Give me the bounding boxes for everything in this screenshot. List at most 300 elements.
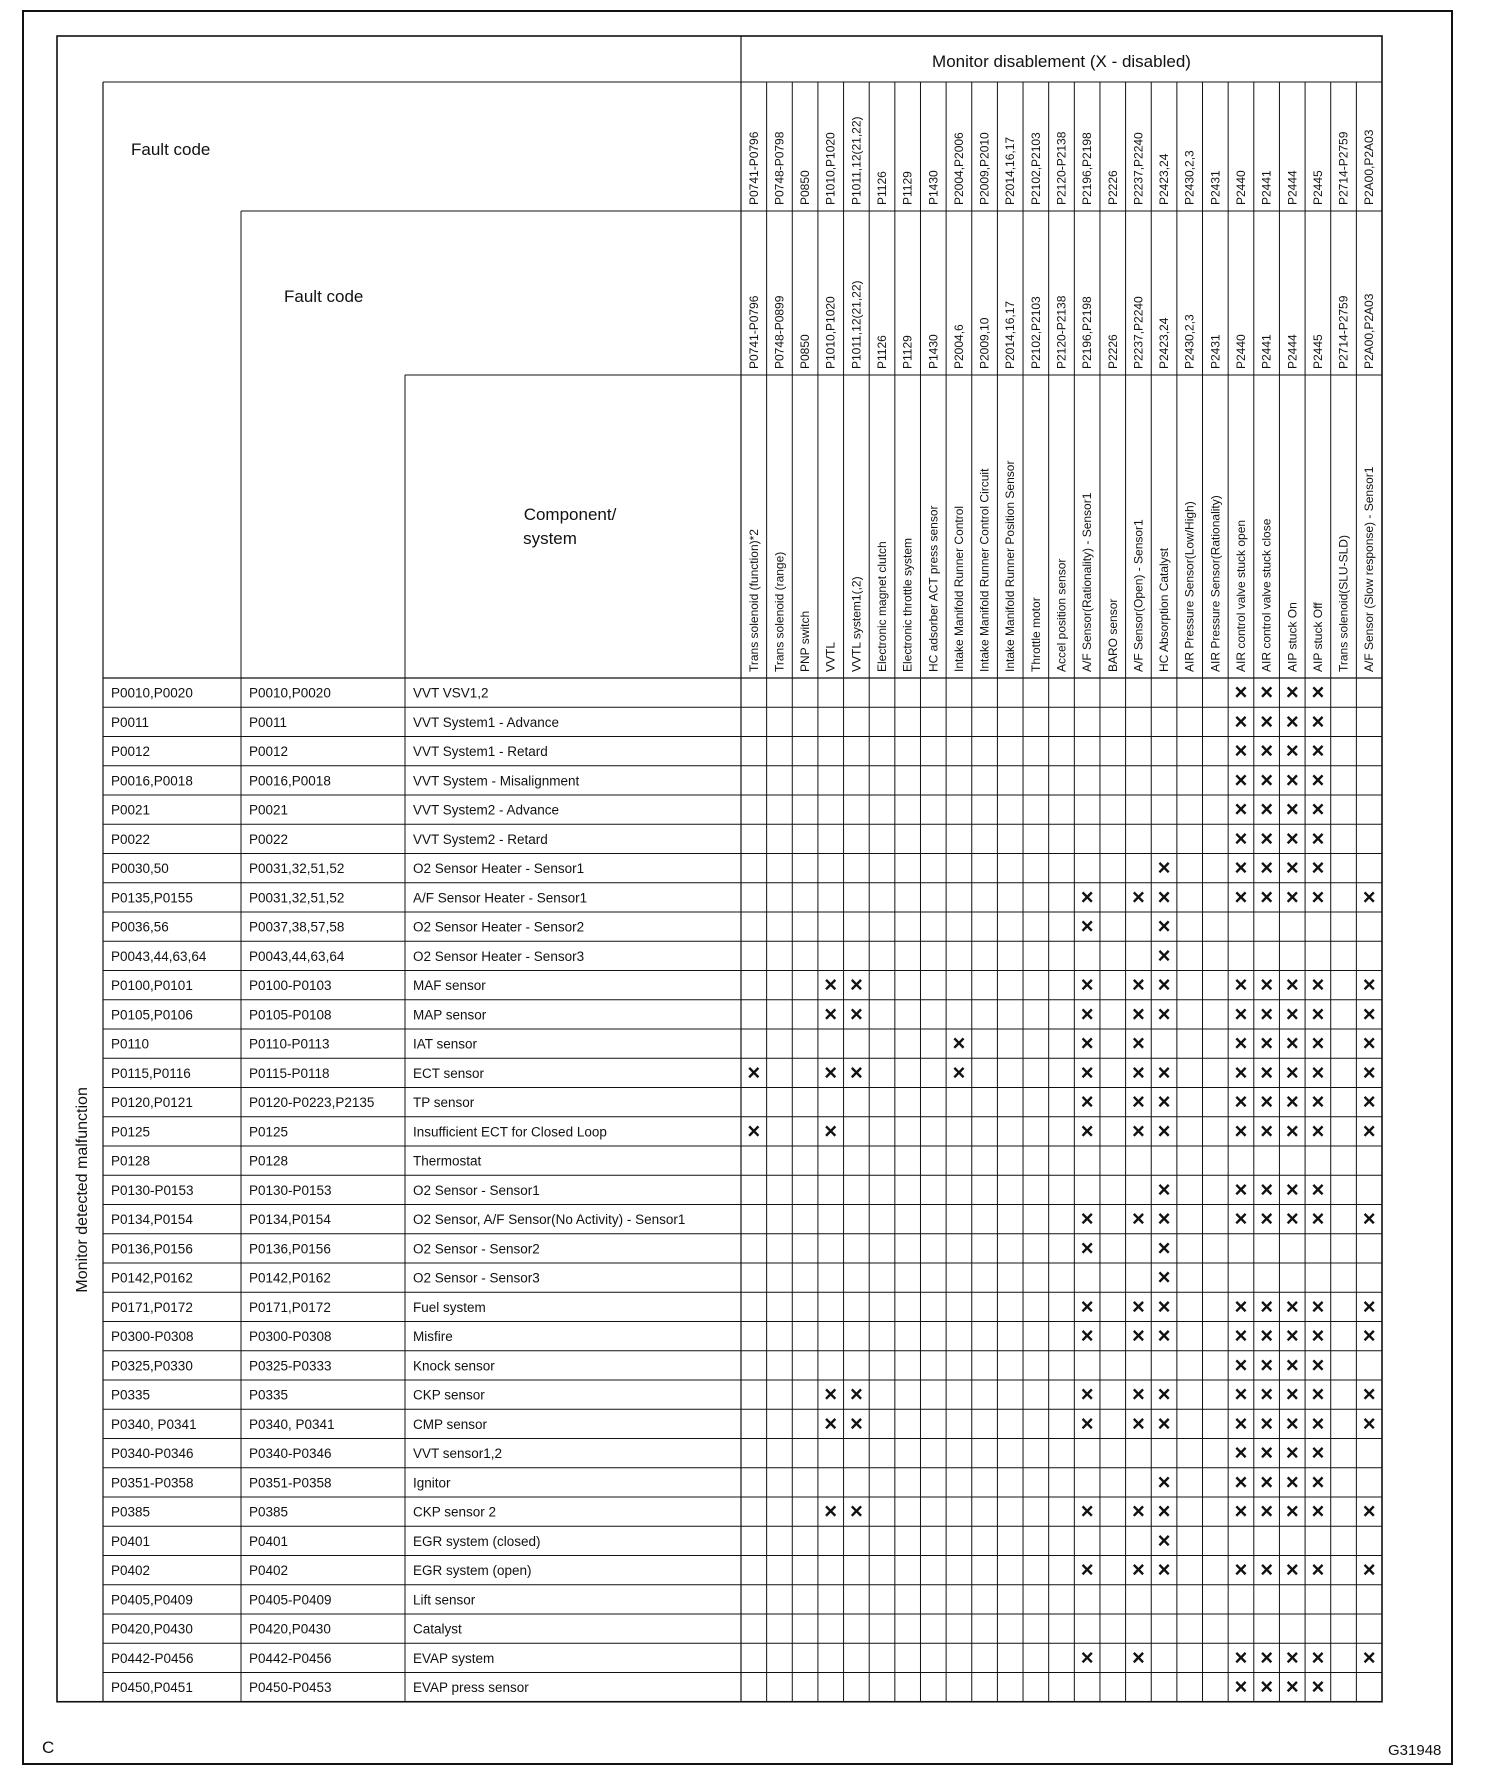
row-monitor-code: P0300-P0308 xyxy=(111,1329,194,1345)
column-component-desc: HC adsorber ACT press sensor xyxy=(926,505,941,672)
row-component: Knock sensor xyxy=(413,1358,495,1374)
disabled-mark: × xyxy=(1362,1323,1376,1349)
disabled-mark: × xyxy=(1080,1059,1094,1085)
disabled-mark: × xyxy=(1260,1381,1274,1407)
disabled-mark: × xyxy=(1157,884,1171,910)
column-code-secondary: P2120-P2138 xyxy=(1054,295,1069,369)
row-monitor-code: P0130-P0153 xyxy=(111,1182,194,1198)
disabled-mark: × xyxy=(1260,767,1274,793)
row-fault-code: P0335 xyxy=(249,1387,289,1403)
corner-letter: C xyxy=(42,1738,55,1757)
disabled-mark: × xyxy=(1234,1001,1248,1027)
disabled-mark: × xyxy=(1157,972,1171,998)
row-component: VVT System1 - Advance xyxy=(413,714,560,730)
disabled-mark: × xyxy=(1234,1352,1248,1378)
disabled-mark: × xyxy=(849,1001,863,1027)
disabled-mark: × xyxy=(1131,1293,1145,1319)
row-component: O2 Sensor Heater - Sensor3 xyxy=(413,948,585,964)
disabled-mark: × xyxy=(1362,1498,1376,1524)
disabled-mark: × xyxy=(1157,1059,1171,1085)
disabled-mark: × xyxy=(1311,1293,1325,1319)
disabled-mark: × xyxy=(747,1059,761,1085)
row-monitor-code: P0105,P0106 xyxy=(111,1007,193,1023)
column-component-desc: Throttle motor xyxy=(1028,597,1043,672)
disabled-mark: × xyxy=(1260,1206,1274,1232)
row-fault-code: P0171,P0172 xyxy=(249,1299,331,1315)
disabled-mark: × xyxy=(1362,1381,1376,1407)
column-component-desc: Intake Manifold Runner Control xyxy=(951,505,966,672)
row-fault-code: P0120-P0223,P2135 xyxy=(249,1095,375,1111)
disabled-mark: × xyxy=(1080,1410,1094,1436)
row-monitor-code: P0420,P0430 xyxy=(111,1621,193,1637)
column-code-primary: P2444 xyxy=(1285,170,1300,205)
row-fault-code: P0351-P0358 xyxy=(249,1475,332,1491)
row-component: O2 Sensor - Sensor2 xyxy=(413,1241,540,1257)
column-component-desc: BARO sensor xyxy=(1105,598,1120,672)
row-fault-code: P0420,P0430 xyxy=(249,1621,331,1637)
row-component: TP sensor xyxy=(413,1095,475,1111)
disabled-mark: × xyxy=(1234,1674,1248,1700)
disabled-mark: × xyxy=(1285,1557,1299,1583)
column-component-desc: VVTL xyxy=(823,641,838,672)
disabled-mark: × xyxy=(1285,796,1299,822)
disabled-mark: × xyxy=(1285,1469,1299,1495)
column-code-primary: P2714-P2759 xyxy=(1336,131,1351,205)
row-component: CKP sensor 2 xyxy=(413,1504,497,1520)
disabled-mark: × xyxy=(747,1118,761,1144)
row-component: EGR system (closed) xyxy=(413,1533,541,1549)
disabled-mark: × xyxy=(1234,1440,1248,1466)
column-component-desc: AIR control valve stuck close xyxy=(1259,518,1274,672)
disabled-mark: × xyxy=(1234,796,1248,822)
column-code-primary: P0741-P0796 xyxy=(746,131,761,205)
column-component-desc: Electronic magnet clutch xyxy=(875,541,890,672)
column-code-secondary: P2441 xyxy=(1259,334,1274,369)
row-fault-code: P0037,38,57,58 xyxy=(249,919,345,935)
disabled-mark: × xyxy=(824,1410,838,1436)
row-monitor-code: P0120,P0121 xyxy=(111,1095,193,1111)
disabled-mark: × xyxy=(1131,1498,1145,1524)
disabled-mark: × xyxy=(1157,1264,1171,1290)
disabled-mark: × xyxy=(1260,679,1274,705)
column-code-secondary: P0748-P0899 xyxy=(772,295,787,369)
disabled-mark: × xyxy=(1080,1644,1094,1670)
column-code-primary: P2102,P2103 xyxy=(1028,132,1043,205)
disabled-mark: × xyxy=(1260,1410,1274,1436)
monitor-disablement-title: Monitor disablement (X - disabled) xyxy=(932,52,1191,71)
disabled-mark: × xyxy=(1260,972,1274,998)
disabled-mark: × xyxy=(1260,1059,1274,1085)
disabled-mark: × xyxy=(1157,1381,1171,1407)
row-monitor-code: P0351-P0358 xyxy=(111,1475,194,1491)
disabled-mark: × xyxy=(849,972,863,998)
disabled-mark: × xyxy=(1131,1118,1145,1144)
row-monitor-code: P0110 xyxy=(111,1036,150,1052)
disabled-mark: × xyxy=(824,1498,838,1524)
row-fault-code: P0300-P0308 xyxy=(249,1329,332,1345)
disabled-mark: × xyxy=(1311,1059,1325,1085)
row-monitor-code: P0340-P0346 xyxy=(111,1446,194,1462)
column-component-desc: A/F Sensor (Slow response) - Sensor1 xyxy=(1362,466,1377,672)
row-fault-code: P0021 xyxy=(249,802,289,818)
column-code-secondary: P2102,P2103 xyxy=(1028,296,1043,369)
disabled-mark: × xyxy=(1080,1381,1094,1407)
disabled-mark: × xyxy=(824,972,838,998)
row-monitor-code: P0340, P0341 xyxy=(111,1416,197,1432)
row-component: Fuel system xyxy=(413,1299,486,1315)
disabled-mark: × xyxy=(1285,884,1299,910)
disabled-mark: × xyxy=(1285,1498,1299,1524)
row-monitor-code: P0142,P0162 xyxy=(111,1270,193,1286)
column-code-secondary: P2196,P2198 xyxy=(1080,296,1095,369)
row-component: O2 Sensor - Sensor3 xyxy=(413,1270,540,1286)
disabled-mark: × xyxy=(1157,913,1171,939)
column-code-primary: P2237,P2240 xyxy=(1131,132,1146,205)
disabled-mark: × xyxy=(1285,1089,1299,1115)
disabled-mark: × xyxy=(1157,1469,1171,1495)
column-code-primary: P1126 xyxy=(875,171,890,205)
row-component: CKP sensor xyxy=(413,1387,485,1403)
disabled-mark: × xyxy=(849,1410,863,1436)
row-monitor-code: P0402 xyxy=(111,1563,151,1579)
disabled-mark: × xyxy=(1311,1001,1325,1027)
row-component: Catalyst xyxy=(413,1621,462,1637)
row-component: VVT System1 - Retard xyxy=(413,744,548,760)
row-fault-code: P0012 xyxy=(249,744,289,760)
row-monitor-code: P0128 xyxy=(111,1153,151,1169)
column-component-desc: HC Absorption Catalyst xyxy=(1157,547,1172,672)
disabled-mark: × xyxy=(1362,1206,1376,1232)
column-component-desc: A/F Sensor(Open) - Sensor1 xyxy=(1131,519,1146,672)
row-fault-code: P0136,P0156 xyxy=(249,1241,331,1257)
row-fault-code: P0010,P0020 xyxy=(249,685,331,701)
disabled-mark: × xyxy=(1157,1176,1171,1202)
disabled-mark: × xyxy=(952,1030,966,1056)
disabled-mark: × xyxy=(1131,1381,1145,1407)
figure-id: G31948 xyxy=(1388,1742,1442,1759)
column-code-secondary: P2014,16,17 xyxy=(1003,300,1018,369)
column-component-desc: Accel position sensor xyxy=(1054,558,1069,672)
disabled-mark: × xyxy=(1234,1118,1248,1144)
disabled-mark: × xyxy=(1234,1293,1248,1319)
disabled-mark: × xyxy=(1080,1001,1094,1027)
column-code-primary: P2A00,P2A03 xyxy=(1362,129,1377,205)
disabled-mark: × xyxy=(1362,1293,1376,1319)
disabled-mark: × xyxy=(1080,1206,1094,1232)
disabled-mark: × xyxy=(1285,1381,1299,1407)
disabled-mark: × xyxy=(1311,767,1325,793)
row-component: VVT System2 - Retard xyxy=(413,831,548,847)
disabled-mark: × xyxy=(1131,1557,1145,1583)
row-fault-code: P0043,44,63,64 xyxy=(249,948,345,964)
disabled-mark: × xyxy=(1131,1644,1145,1670)
disabled-mark: × xyxy=(1285,1674,1299,1700)
disabled-mark: × xyxy=(1260,738,1274,764)
row-component: IAT sensor xyxy=(413,1036,478,1052)
row-monitor-code: P0171,P0172 xyxy=(111,1299,193,1315)
row-fault-code: P0134,P0154 xyxy=(249,1212,331,1228)
disabled-mark: × xyxy=(1260,1498,1274,1524)
disabled-mark: × xyxy=(1131,1059,1145,1085)
row-component: Thermostat xyxy=(413,1153,482,1169)
column-code-secondary: P2009,10 xyxy=(977,317,992,369)
column-component-desc: Intake Manifold Runner Position Sensor xyxy=(1003,460,1018,672)
row-fault-code: P0016,P0018 xyxy=(249,773,331,789)
disabled-mark: × xyxy=(1157,1498,1171,1524)
disabled-mark: × xyxy=(1311,825,1325,851)
disabled-mark: × xyxy=(1311,1674,1325,1700)
column-code-secondary: P0850 xyxy=(798,334,813,369)
row-monitor-code: P0125 xyxy=(111,1124,151,1140)
disabled-mark: × xyxy=(1311,738,1325,764)
row-monitor-code: P0100,P0101 xyxy=(111,978,193,994)
row-monitor-code: P0136,P0156 xyxy=(111,1241,193,1257)
row-fault-code: P0340, P0341 xyxy=(249,1416,335,1432)
disabled-mark: × xyxy=(1285,1176,1299,1202)
row-monitor-code: P0021 xyxy=(111,802,151,818)
disabled-mark: × xyxy=(1285,855,1299,881)
disabled-mark: × xyxy=(1234,767,1248,793)
disabled-mark: × xyxy=(1362,1089,1376,1115)
row-fault-code: P0405-P0409 xyxy=(249,1592,332,1608)
disabled-mark: × xyxy=(1311,1410,1325,1436)
disabled-mark: × xyxy=(1285,972,1299,998)
row-fault-code: P0115-P0118 xyxy=(249,1065,330,1081)
row-fault-code: P0340-P0346 xyxy=(249,1446,332,1462)
row-fault-code: P0128 xyxy=(249,1153,289,1169)
row-fault-code: P0011 xyxy=(249,714,288,730)
column-code-secondary: P1011,12(21,22) xyxy=(849,280,864,369)
disabled-mark: × xyxy=(1260,1323,1274,1349)
disabled-mark: × xyxy=(1234,1089,1248,1115)
disabled-mark: × xyxy=(1362,1557,1376,1583)
row-component: MAF sensor xyxy=(413,978,486,994)
column-code-primary: P0850 xyxy=(798,170,813,205)
row-monitor-code: P0134,P0154 xyxy=(111,1212,193,1228)
disabled-mark: × xyxy=(1362,1059,1376,1085)
disabled-mark: × xyxy=(1080,884,1094,910)
disabled-mark: × xyxy=(1157,1323,1171,1349)
disabled-mark: × xyxy=(1157,855,1171,881)
disabled-mark: × xyxy=(1311,1323,1325,1349)
row-fault-code: P0100-P0103 xyxy=(249,978,332,994)
column-code-primary: P2004,P2006 xyxy=(951,132,966,205)
column-code-primary: P1011,12(21,22) xyxy=(849,116,864,205)
disabled-mark: × xyxy=(1234,1030,1248,1056)
disabled-mark: × xyxy=(1285,1440,1299,1466)
row-component: A/F Sensor Heater - Sensor1 xyxy=(413,890,588,906)
disabled-mark: × xyxy=(1234,855,1248,881)
row-component: O2 Sensor Heater - Sensor2 xyxy=(413,919,585,935)
row-monitor-code: P0016,P0018 xyxy=(111,773,193,789)
disabled-mark: × xyxy=(1285,1323,1299,1349)
row-component: VVT sensor1,2 xyxy=(413,1446,503,1462)
row-monitor-code: P0011 xyxy=(111,714,150,730)
disabled-mark: × xyxy=(1080,1498,1094,1524)
row-monitor-code: P0450,P0451 xyxy=(111,1680,193,1696)
column-code-primary: P2441 xyxy=(1259,170,1274,205)
row-component: Ignitor xyxy=(413,1475,451,1491)
column-component-desc: Electronic throttle system xyxy=(900,537,915,672)
disabled-mark: × xyxy=(1311,1557,1325,1583)
column-component-desc: Trans solenoid (range) xyxy=(772,551,787,672)
disabled-mark: × xyxy=(1157,942,1171,968)
column-code-secondary: P0741-P0796 xyxy=(746,295,761,369)
row-component: O2 Sensor - Sensor1 xyxy=(413,1182,540,1198)
disabled-mark: × xyxy=(1157,1001,1171,1027)
row-fault-code: P0442-P0456 xyxy=(249,1650,332,1666)
disabled-mark: × xyxy=(1080,1089,1094,1115)
column-code-secondary: P2440 xyxy=(1233,334,1248,369)
disabled-mark: × xyxy=(824,1059,838,1085)
disabled-mark: × xyxy=(1362,972,1376,998)
column-code-secondary: P1129 xyxy=(900,335,915,369)
row-component: EVAP press sensor xyxy=(413,1680,529,1696)
disabled-mark: × xyxy=(1131,884,1145,910)
column-code-primary: P2440 xyxy=(1233,170,1248,205)
row-component: ECT sensor xyxy=(413,1065,485,1081)
disabled-mark: × xyxy=(1311,1089,1325,1115)
column-code-primary: P2120-P2138 xyxy=(1054,131,1069,205)
column-component-desc: A/F Sensor(Rationality) - Sensor1 xyxy=(1080,492,1095,672)
disabled-mark: × xyxy=(1080,1557,1094,1583)
disabled-mark: × xyxy=(1080,1323,1094,1349)
disabled-mark: × xyxy=(1234,884,1248,910)
row-monitor-code: P0385 xyxy=(111,1504,151,1520)
disabled-mark: × xyxy=(1260,1176,1274,1202)
column-code-secondary: P2237,P2240 xyxy=(1131,296,1146,369)
disabled-mark: × xyxy=(1157,1527,1171,1553)
disabled-mark: × xyxy=(824,1381,838,1407)
disabled-mark: × xyxy=(1131,972,1145,998)
column-code-primary: P1430 xyxy=(926,170,941,205)
disabled-mark: × xyxy=(1311,1498,1325,1524)
disabled-mark: × xyxy=(1311,1644,1325,1670)
row-fault-code: P0125 xyxy=(249,1124,289,1140)
disabled-mark: × xyxy=(1080,972,1094,998)
disabled-mark: × xyxy=(1285,1206,1299,1232)
disabled-mark: × xyxy=(824,1001,838,1027)
disabled-mark: × xyxy=(1157,1410,1171,1436)
column-code-secondary: P1430 xyxy=(926,334,941,369)
column-component-desc: VVTL system1(,2) xyxy=(849,576,864,672)
row-component: VVT System2 - Advance xyxy=(413,802,560,818)
disabled-mark: × xyxy=(1260,1293,1274,1319)
row-fault-code: P0325-P0333 xyxy=(249,1358,332,1374)
disabled-mark: × xyxy=(1362,884,1376,910)
disabled-mark: × xyxy=(1157,1557,1171,1583)
disabled-mark: × xyxy=(952,1059,966,1085)
disabled-mark: × xyxy=(1311,1030,1325,1056)
disabled-mark: × xyxy=(1285,1030,1299,1056)
column-component-desc: AIR Pressure Sensor(Rationality) xyxy=(1208,495,1223,672)
disabled-mark: × xyxy=(1362,1410,1376,1436)
disabled-mark: × xyxy=(1260,1030,1274,1056)
disabled-mark: × xyxy=(849,1381,863,1407)
disabled-mark: × xyxy=(1234,1644,1248,1670)
disabled-mark: × xyxy=(1311,708,1325,734)
disabled-mark: × xyxy=(1260,1674,1274,1700)
disabled-mark: × xyxy=(1131,1001,1145,1027)
column-code-secondary: P2423,24 xyxy=(1157,317,1172,369)
disabled-mark: × xyxy=(1234,1469,1248,1495)
row-component: VVT VSV1,2 xyxy=(413,685,489,701)
row-component: Insufficient ECT for Closed Loop xyxy=(413,1124,607,1140)
disabled-mark: × xyxy=(1234,679,1248,705)
row-monitor-code: P0401 xyxy=(111,1533,151,1549)
row-monitor-code: P0135,P0155 xyxy=(111,890,193,906)
row-component: MAP sensor xyxy=(413,1007,487,1023)
disabled-mark: × xyxy=(1311,884,1325,910)
fault-code-subheader: Fault code xyxy=(284,287,364,306)
disabled-mark: × xyxy=(1311,855,1325,881)
disabled-mark: × xyxy=(1362,1118,1376,1144)
column-code-primary: P0748-P0798 xyxy=(772,131,787,205)
row-fault-code: P0110-P0113 xyxy=(249,1036,330,1052)
disabled-mark: × xyxy=(1260,708,1274,734)
disabled-mark: × xyxy=(1234,1206,1248,1232)
disabled-mark: × xyxy=(1311,679,1325,705)
row-fault-code: P0450-P0453 xyxy=(249,1680,332,1696)
disabled-mark: × xyxy=(1362,1030,1376,1056)
disabled-mark: × xyxy=(1157,1235,1171,1261)
row-monitor-code: P0012 xyxy=(111,744,151,760)
column-code-primary: P1010,P1020 xyxy=(823,132,838,205)
column-code-primary: P2423,24 xyxy=(1157,153,1172,205)
column-component-desc: PNP switch xyxy=(798,610,813,672)
column-code-primary: P2226 xyxy=(1105,170,1120,205)
fault-code-header: Fault code xyxy=(131,140,211,159)
disabled-mark: × xyxy=(1285,767,1299,793)
row-component: Misfire xyxy=(413,1329,453,1345)
disabled-mark: × xyxy=(1234,1557,1248,1583)
disabled-mark: × xyxy=(1234,1381,1248,1407)
row-component: Lift sensor xyxy=(413,1592,476,1608)
disabled-mark: × xyxy=(1285,1293,1299,1319)
column-code-primary: P1129 xyxy=(900,171,915,205)
disabled-mark: × xyxy=(849,1059,863,1085)
row-monitor-code: P0115,P0116 xyxy=(111,1065,191,1081)
disabled-mark: × xyxy=(1234,708,1248,734)
row-fault-code: P0031,32,51,52 xyxy=(249,861,345,877)
column-component-desc: Trans solenoid (function)*2 xyxy=(746,529,761,672)
column-code-primary: P2196,P2198 xyxy=(1080,132,1095,205)
disabled-mark: × xyxy=(1234,1059,1248,1085)
row-monitor-code: P0325,P0330 xyxy=(111,1358,193,1374)
column-component-desc: AIR Pressure Sensor(Low/High) xyxy=(1182,501,1197,672)
column-code-secondary: P2444 xyxy=(1285,334,1300,369)
row-monitor-code: P0030,50 xyxy=(111,861,169,877)
disabled-mark: × xyxy=(1260,1644,1274,1670)
column-code-secondary: P1010,P1020 xyxy=(823,296,838,369)
disabled-mark: × xyxy=(1362,1001,1376,1027)
row-monitor-code: P0043,44,63,64 xyxy=(111,948,207,964)
disabled-mark: × xyxy=(1080,1293,1094,1319)
column-component-desc: AIP stuck On xyxy=(1285,602,1300,672)
row-fault-code: P0105-P0108 xyxy=(249,1007,332,1023)
disabled-mark: × xyxy=(1080,1118,1094,1144)
column-code-secondary: P2004,6 xyxy=(951,324,966,369)
disabled-mark: × xyxy=(1260,1469,1274,1495)
disabled-mark: × xyxy=(1260,1557,1274,1583)
disabled-mark: × xyxy=(1260,796,1274,822)
disabled-mark: × xyxy=(1362,1644,1376,1670)
row-component: EVAP system xyxy=(413,1650,495,1666)
disabled-mark: × xyxy=(1234,1410,1248,1436)
disabled-mark: × xyxy=(1285,708,1299,734)
column-code-secondary: P2430,2,3 xyxy=(1182,314,1197,369)
row-monitor-code: P0036,56 xyxy=(111,919,169,935)
